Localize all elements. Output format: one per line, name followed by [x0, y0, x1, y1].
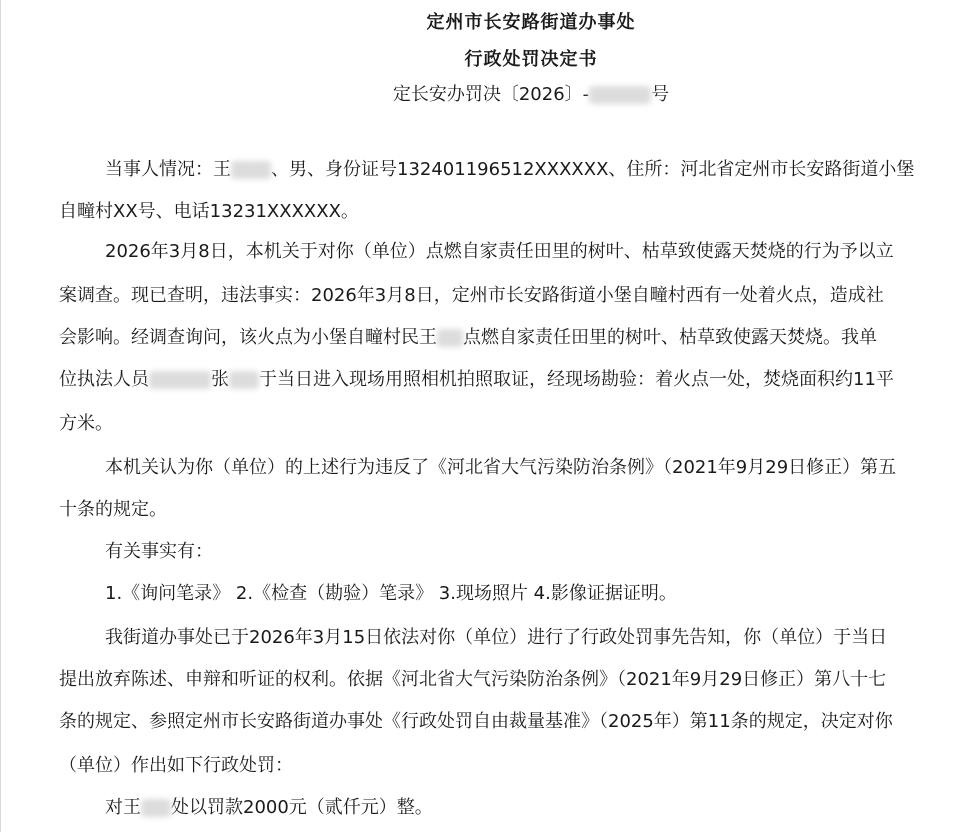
- document-number: [1, 80, 960, 106]
- facts-text: 会影响。经调查询问，该火点为小堡自疃村民王: [59, 327, 437, 348]
- redacted-region: [231, 161, 271, 179]
- violation-line-1: 本机关认为你（单位）的上述行为违反了《河北省大气污染防治条例》（2021年9月29日修正）第五: [105, 457, 897, 478]
- party-line-1: [105, 158, 914, 182]
- party-text: 当事人情况：王: [105, 159, 231, 180]
- facts-text: 点燃自家责任田里的树叶、枯草致使露天焚烧。我单: [463, 327, 877, 348]
- decision-line-3: 条的规定、参照定州市长安路街道办事处《行政处罚自由裁量基准》（2025年）第11条的规定，决定对你: [59, 711, 893, 732]
- decision-line-1: 我街道办事处已于2026年3月15日依法对你（单位）进行了行政处罚事先告知，你（单位）于当日: [105, 627, 888, 648]
- party-text: 、男、身份证号132401196512XXXXXX、住所：河北省定州市长安路街道小堡: [271, 159, 915, 180]
- document-title: 行政处罚决定书: [464, 49, 598, 70]
- facts-line-5: 方米。: [59, 413, 113, 434]
- redacted-region: [229, 371, 259, 389]
- facts-line-2: 案调查。现已查明，违法事实：2026年3月8日，定州市长安路街道小堡自疃村西有一处着火点，造成社: [59, 285, 884, 306]
- facts-text: 于当日进入现场用照相机拍照取证，经现场勘验：着火点一处，焚烧面积约11平: [259, 369, 894, 390]
- issuing-organization: 定州市长安路街道办事处: [426, 12, 636, 33]
- party-line-2: 自疃村XX号、电话13231XXXXXX。: [59, 201, 359, 222]
- facts-text: 张: [211, 369, 229, 390]
- redacted-region: [141, 799, 171, 817]
- facts-line-3: [59, 326, 877, 350]
- facts-line-1: 2026年3月8日，本机关于对你（单位）点燃自家责任田里的树叶、枯草致使露天焚烧的行为予以立: [105, 241, 894, 262]
- evidence-list: 1.《询问笔录》 2.《检查（勘验）笔录》 3.现场照片 4.影像证据证明。: [105, 583, 677, 604]
- evidence-heading: 有关事实有：: [105, 541, 213, 562]
- decision-line-4: （单位）作出如下行政处罚：: [59, 755, 293, 776]
- document-number-prefix: 定长安办罚决〔2026〕-: [392, 84, 590, 105]
- redacted-region: [149, 371, 211, 389]
- decision-line-2: 提出放弃陈述、申辩和听证的权利。依据《河北省大气污染防治条例》（2021年9月29日修正）第八十七: [59, 669, 887, 690]
- document-number-suffix: 号: [651, 84, 670, 105]
- penalty-text: 处以罚款2000元（贰仟元）整。: [171, 797, 433, 818]
- penalty-text: 对王: [105, 797, 141, 818]
- facts-line-4: [59, 368, 894, 392]
- redacted-region: [589, 86, 651, 104]
- facts-text: 位执法人员: [59, 369, 149, 390]
- redacted-region: [437, 329, 463, 347]
- violation-line-2: 十条的规定。: [59, 499, 167, 520]
- penalty-line: [105, 796, 433, 820]
